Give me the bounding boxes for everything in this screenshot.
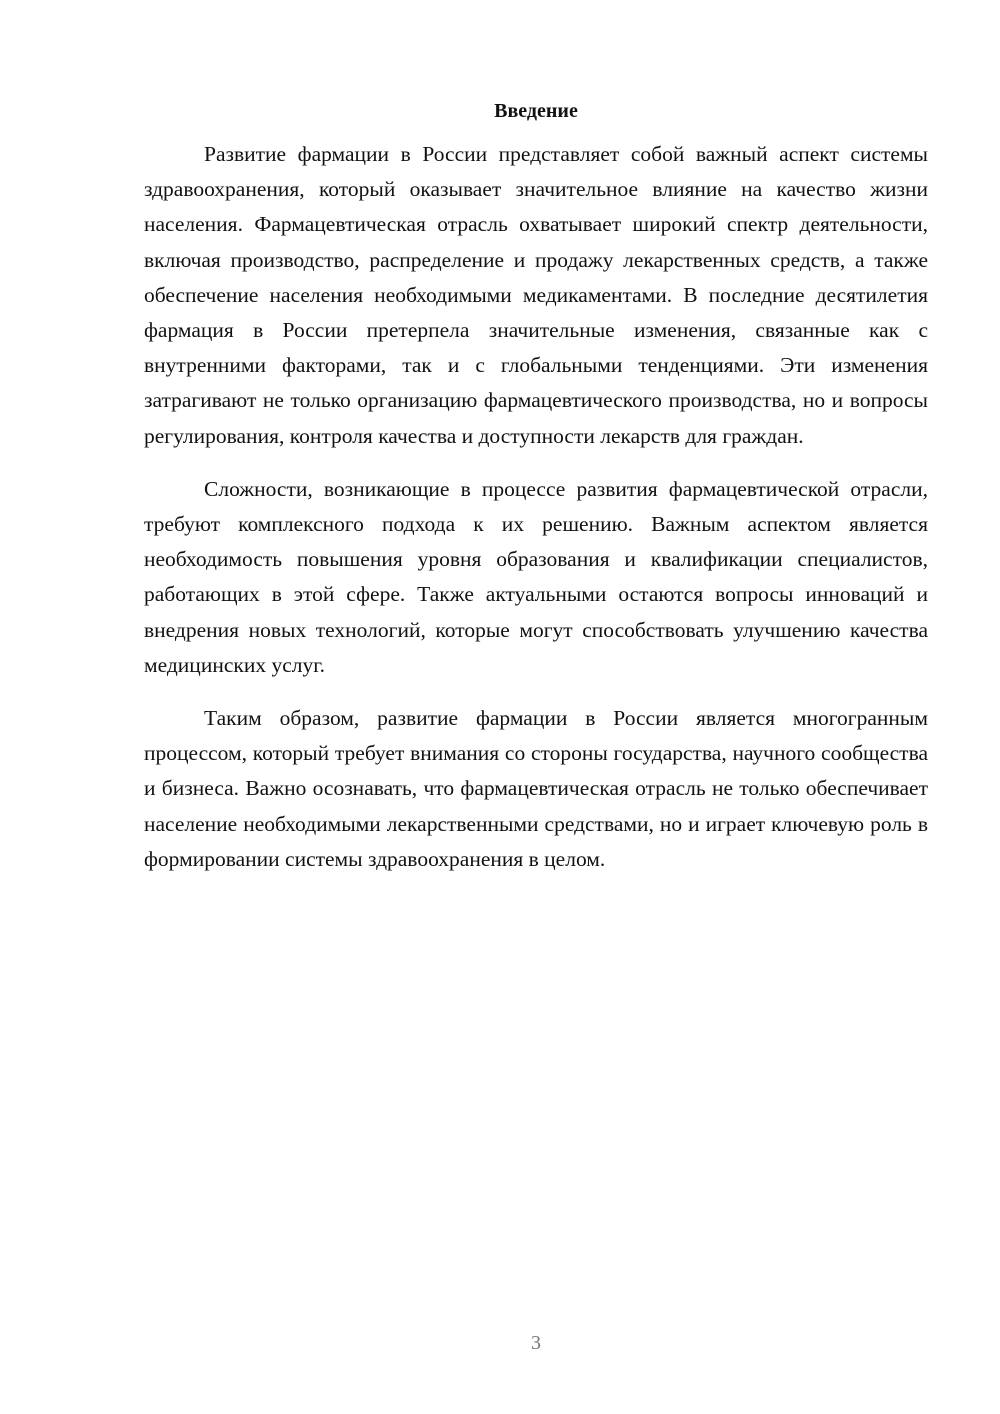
section-title: Введение [494,100,578,122]
paragraph-3: Таким образом, развитие фармации в России является многогранным процессом, который требует внимания со стороны государства, научного сообщества и бизнеса. Важно осознавать, что фармацевтическая отрасль не только обеспечивает население необходимыми лекарственными средствами, но и играет ключевую роль в формировании системы здравоохранения в целом. [144,706,928,871]
paragraph-2: Сложности, возникающие в процессе развития фармацевтической отрасли, требуют комплексного подхода к их решению. Важным аспектом является необходимость повышения уровня образования и квалификации специалистов, работающих в этой сфере. Также актуальными остаются вопросы инноваций и внедрения новых технологий, которые могут способствовать улучшению качества медицинских услуг. [144,476,928,677]
paragraph-1: Развитие фармации в России представляет собой важный аспект системы здравоохранения, который оказывает значительное влияние на качество жизни населения. Фармацевтическая отрасль охватывает широкий спектр деятельности, включая производство, распределение и продажу лекарственных средств, а также обеспечение населения необходимыми медикаментами. В последние десятилетия фармация в России претерпела значительные изменения, связанные как с внутренними факторами, так и с глобальными тенденциями. Эти изменения затрагивают не только организацию фармацевтического производства, но и вопросы регулирования, контроля качества и доступности лекарств для граждан. [144,142,928,448]
page-body [144,94,928,895]
page-number: 3 [531,1332,541,1354]
